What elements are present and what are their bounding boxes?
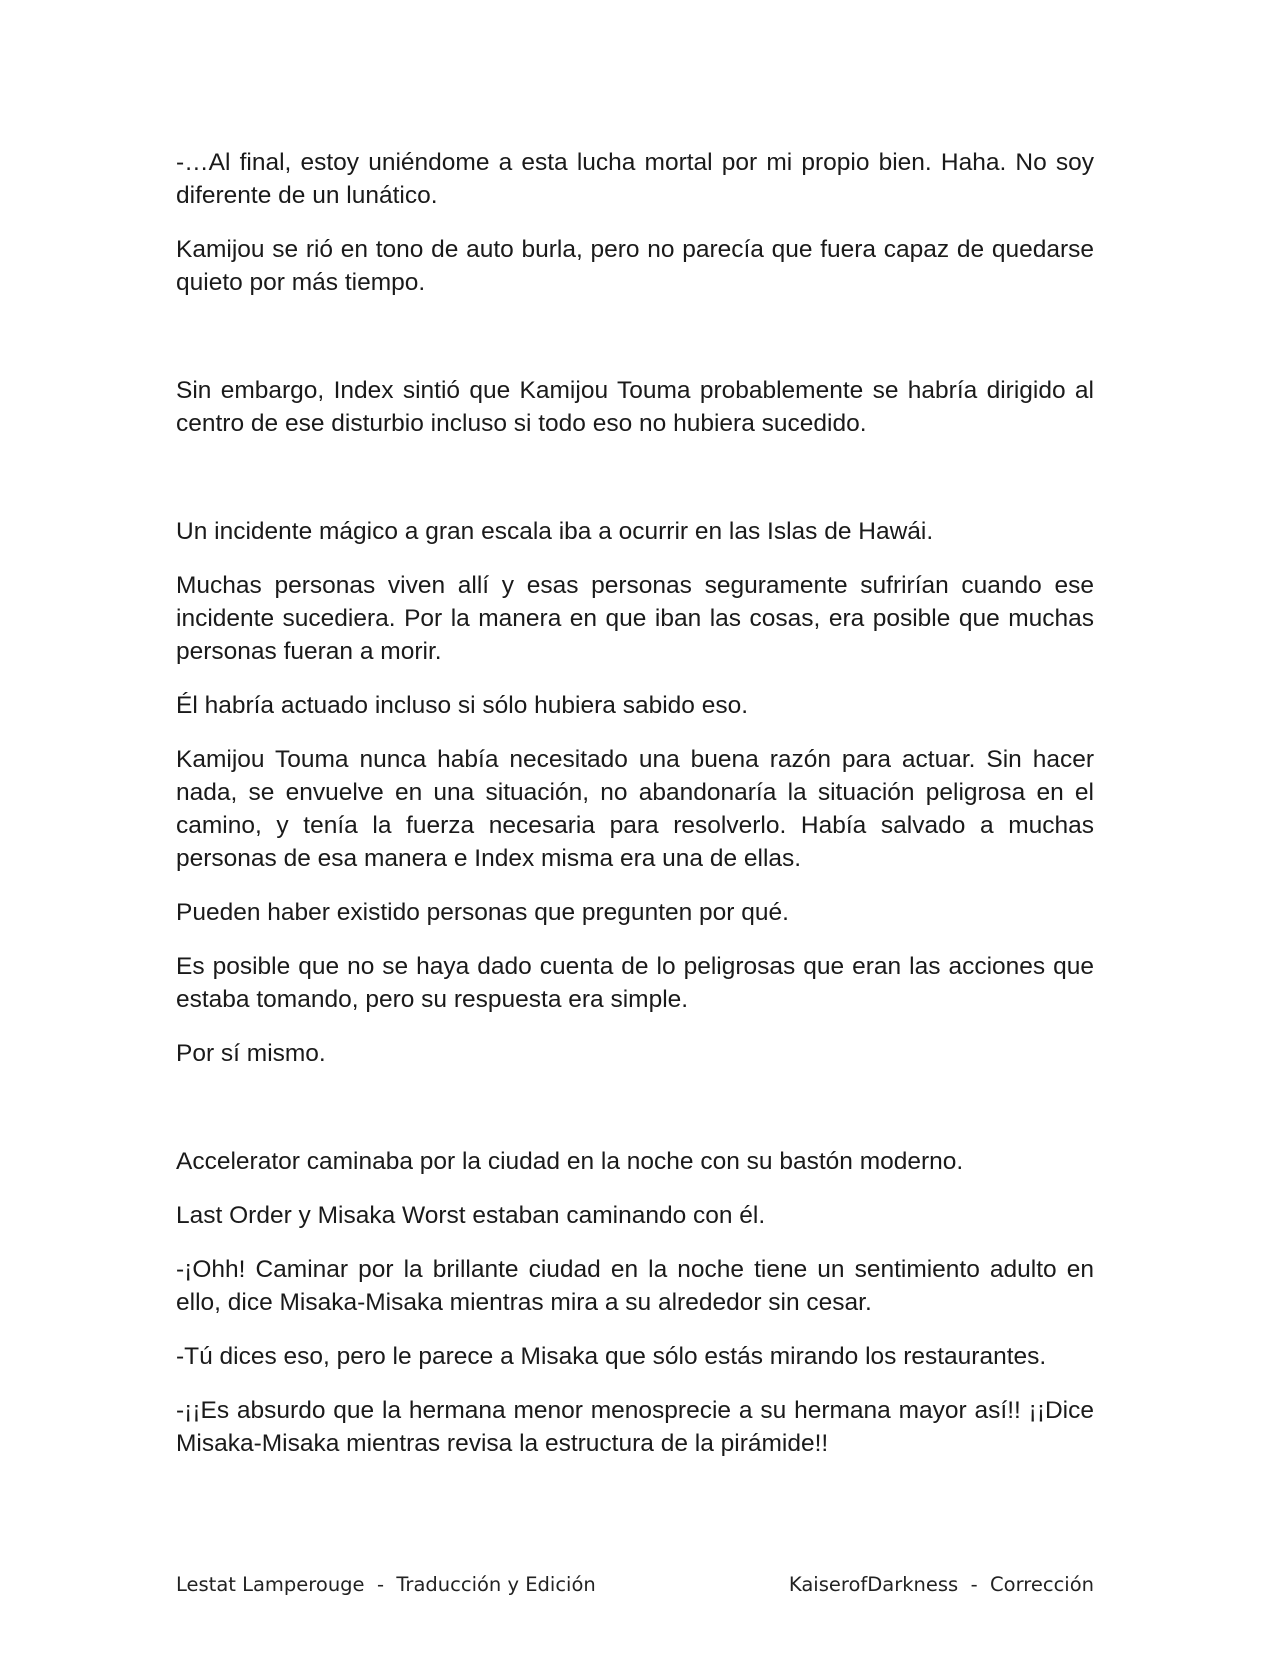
paragraph: Él habría actuado incluso si sólo hubiera sabido eso. <box>176 692 749 719</box>
paragraph: Accelerator caminaba por la ciudad en la noche con su bastón moderno. <box>176 1148 964 1175</box>
paragraph: -Tú dices eso, pero le parece a Misaka que sólo estás mirando los restaurantes. <box>176 1343 1047 1370</box>
section-break <box>176 461 1094 515</box>
footer-translator-credit: Lestat Lamperouge - Traducción y Edición <box>176 1573 596 1596</box>
paragraph: Kamijou se rió en tono de auto burla, pero no parecía que fuera capaz de quedarse quieto por más tiempo. <box>176 236 1094 296</box>
paragraph: Es posible que no se haya dado cuenta de lo peligrosas que eran las acciones que estaba tomando, pero su respuesta era simple. <box>176 953 1094 1013</box>
paragraph: Muchas personas viven allí y esas personas seguramente sufrirían cuando ese incidente sucediera. Por la manera en que iban las cosas, era posible que muchas personas fueran a morir. <box>176 572 1094 665</box>
footer-proofreader-credit: KaiserofDarkness - Corrección <box>788 1573 1094 1596</box>
paragraph: Pueden haber existido personas que pregunten por qué. <box>176 899 789 926</box>
section-break <box>176 1091 1094 1145</box>
paragraph: -¡¡Es absurdo que la hermana menor menosprecie a su hermana mayor así!! ¡¡Dice Misaka-Misaka mientras revisa la estructura de la pirámide!! <box>176 1397 1094 1457</box>
paragraph: -¡Ohh! Caminar por la brillante ciudad en la noche tiene un sentimiento adulto en ello, dice Misaka-Misaka mientras mira a su alrededor sin cesar. <box>176 1256 1094 1316</box>
page-footer <box>176 1573 1094 1599</box>
document-body <box>176 146 1094 1481</box>
paragraph: -…Al final, estoy uniéndome a esta lucha mortal por mi propio bien. Haha. No soy diferente de un lunático. <box>176 149 1094 209</box>
paragraph: Kamijou Touma nunca había necesitado una buena razón para actuar. Sin hacer nada, se envuelve en una situación, no abandonaría la situación peligrosa en el camino, y tenía la fuerza necesaria para resolverlo. Había salvado a muchas personas de esa manera e Index misma era una de ellas. <box>176 746 1094 872</box>
paragraph: Sin embargo, Index sintió que Kamijou Touma probablemente se habría dirigido al centro de ese disturbio incluso si todo eso no hubiera sucedido. <box>176 377 1094 437</box>
paragraph: Por sí mismo. <box>176 1040 326 1067</box>
paragraph: Last Order y Misaka Worst estaban caminando con él. <box>176 1202 766 1229</box>
paragraph: Un incidente mágico a gran escala iba a ocurrir en las Islas de Hawái. <box>176 518 934 545</box>
section-break <box>176 320 1094 374</box>
